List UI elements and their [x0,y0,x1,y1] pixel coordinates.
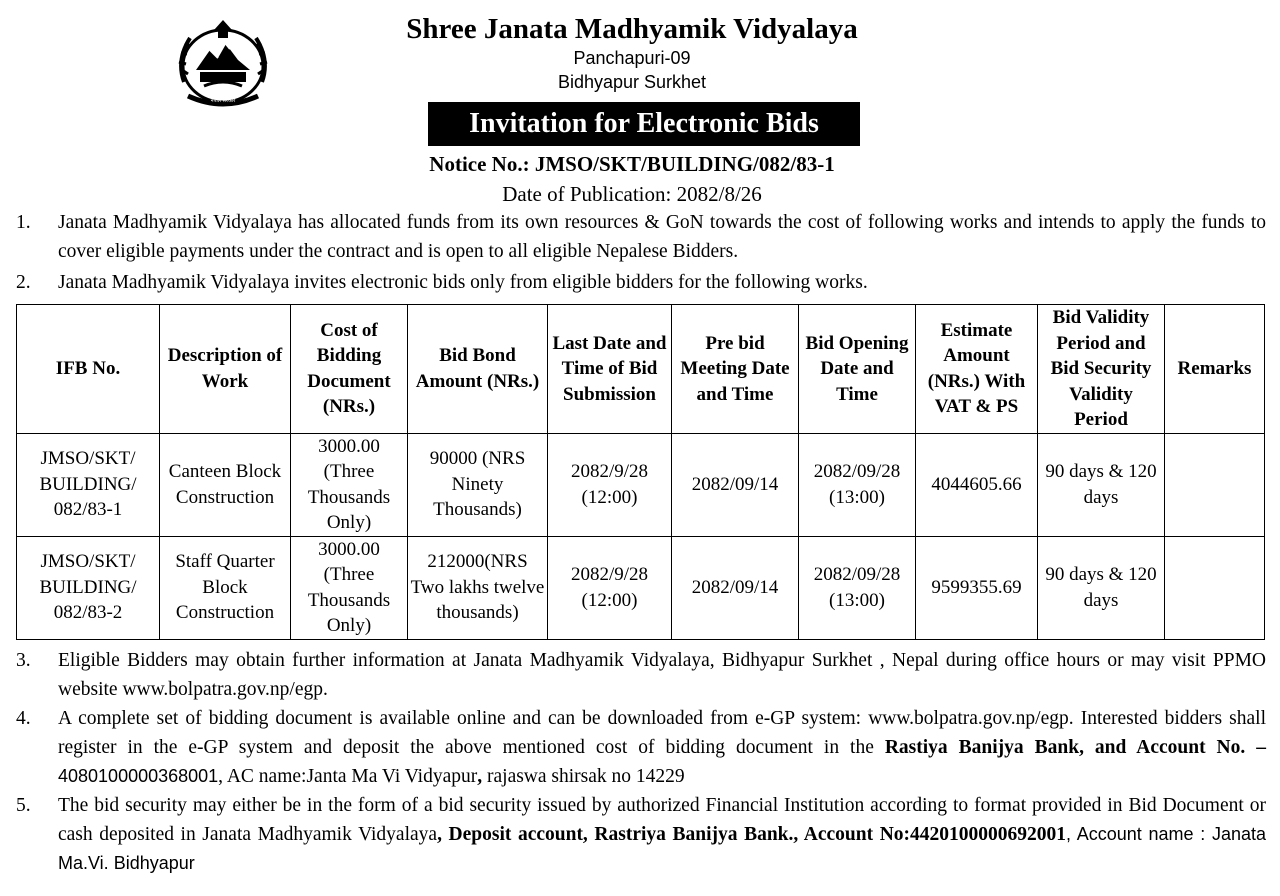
notice-title: Invitation for Electronic Bids [428,102,860,146]
cell-description: Canteen Block Construction [160,433,291,536]
cell-description: Staff Quarter Block Construction [160,536,291,639]
column-header: Bid Bond Amount (NRs.) [408,305,548,434]
column-header: Bid Opening Date and Time [799,305,916,434]
deposit-account-name: , Account name : Janata Ma.Vi. Bidhyapur [58,824,1267,873]
nepal-government-emblem-icon [170,16,276,112]
cell-cost: 3000.00 (Three Thousands Only) [291,536,408,639]
paragraph-number: 5. [16,795,31,816]
bids-table [16,304,1265,640]
cell-estimate: 9599355.69 [916,536,1038,639]
paragraph-text-plain: The bid security may either be in the form of a bid security issued by authorized Financial Institution according to format provided in Bid Document or cash deposited in Janata Madhyamik Vidyalaya [58,795,1266,845]
paragraph-1 [16,208,1266,266]
column-header: IFB No. [17,305,160,434]
paragraph-text [58,704,1266,791]
cell-cost: 3000.00 (Three Thousands Only) [291,433,408,536]
column-header: Cost of Bidding Document (NRs.) [291,305,408,434]
cell-ifb: JMSO/SKT/ BUILDING/ 082/83-1 [17,433,160,536]
deposit-account: , Deposit account, Rastriya Banijya Bank., Account No:4420100000692001 [437,824,1067,845]
cell-estimate: 4044605.66 [916,433,1038,536]
publication-date [300,180,964,208]
cell-opening: 2082/09/28 (13:00) [799,433,916,536]
school-name: Shree Janata Madhyamik Vidyalaya [406,13,858,45]
paragraph-3 [16,646,1266,704]
cell-ifb: JMSO/SKT/ BUILDING/ 082/83-2 [17,536,160,639]
paragraph-number: 1. [16,212,31,233]
cell-prebid: 2082/09/14 [672,536,799,639]
column-header: Estimate Amount (NRs.) With VAT & PS [916,305,1038,434]
column-header: Bid Validity Period and Bid Security Validity Period [1038,305,1165,434]
school-header [300,12,964,94]
cell-validity: 90 days & 120 days [1038,536,1165,639]
address-line-2: Bidhyapur Surkhet [557,72,707,92]
table-header-row [17,305,1265,434]
cell-validity: 90 days & 120 days [1038,433,1165,536]
column-header: Last Date and Time of Bid Submission [548,305,672,434]
table-row [17,433,1265,536]
column-header: Description of Work [160,305,291,434]
bank-account-number: 4080100000368001 [58,766,219,786]
table-row [17,536,1265,639]
paragraph-text: Eligible Bidders may obtain further information at Janata Madhyamik Vidyalaya, Bidhyapur Surkhet , Nepal during office hours or may visit PPMO website www.bolpatra.gov.np/egp. [58,650,1266,700]
column-header: Remarks [1165,305,1265,434]
paragraph-number: 2. [16,272,31,293]
paragraph-number: 3. [16,650,31,671]
revenue-heading: rajaswa shirsak no 14229 [482,766,685,787]
cell-last-date: 2082/9/28 (12:00) [548,536,672,639]
bank-account-label: Rastiya Banijya Bank, and Account No. – [884,737,1266,758]
paragraph-4 [16,704,1266,791]
column-header: Pre bid Meeting Date and Time [672,305,799,434]
cell-prebid: 2082/09/14 [672,433,799,536]
comma: , [477,766,483,787]
notice-number [300,150,964,178]
cell-bid-bond: 90000 (NRS Ninety Thousands) [408,433,548,536]
notice-label: Notice No.: [429,152,530,176]
paragraph-5 [16,791,1266,878]
pub-date-value: 2082/8/26 [676,182,762,206]
account-name: , AC name:Janta Ma Vi Vidyapur [218,766,478,787]
cell-opening: 2082/09/28 (13:00) [799,536,916,639]
emblem-text: नेपाल सरकार [210,98,236,104]
cell-last-date: 2082/9/28 (12:00) [548,433,672,536]
cell-remarks [1165,433,1265,536]
paragraph-number: 4. [16,708,31,729]
cell-bid-bond: 212000(NRS Two lakhs twelve thousands) [408,536,548,639]
pub-date-label: Date of Publication: [502,182,672,206]
cell-remarks [1165,536,1265,639]
paragraph-text [58,791,1266,878]
notice-value: JMSO/SKT/BUILDING/082/83-1 [534,152,835,176]
address-line-1: Panchapuri-09 [573,48,691,68]
paragraph-text: Janata Madhyamik Vidyalaya has allocated funds from its own resources & GoN towards the cost of following works and intends to apply the funds to cover eligible payments under the contract and is open to all eligible Nepalese Bidders. [58,212,1266,262]
paragraph-text: Janata Madhyamik Vidyalaya invites electronic bids only from eligible bidders for the following works. [58,272,868,293]
paragraph-text-plain: A complete set of bidding document is available online and can be downloaded from e-GP system: www.bolpatra.gov.np/egp. Interested bidders shall register in the e-GP system and deposit the above mentioned cost of bidding document in the [58,708,1266,758]
paragraph-2 [16,268,1266,297]
